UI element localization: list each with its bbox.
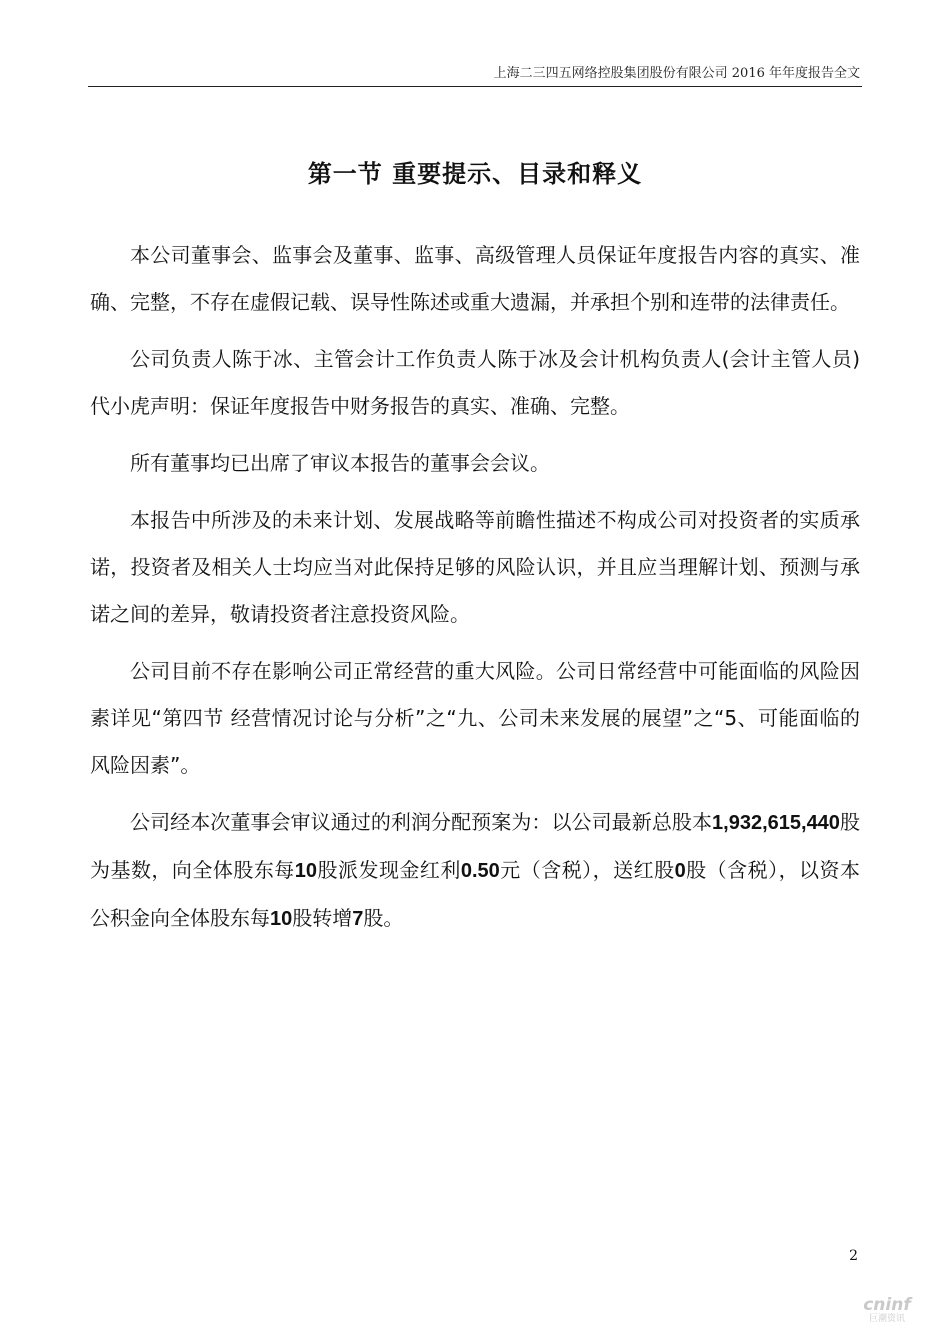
text-segment: 股。: [363, 906, 404, 930]
paragraph-declaration: 公司负责人陈于冰、主管会计工作负责人陈于冰及会计机构负责人(会计主管人员)代小虎声明：保证年度报告中财务报告的真实、准确、完整。: [90, 347, 860, 418]
per-shares-value-2: 10: [270, 908, 293, 930]
body-text: [90, 232, 860, 953]
running-header: 上海二三四五网络控股集团股份有限公司 2016 年年度报告全文: [493, 66, 860, 81]
watermark-logo: cninf: [863, 1295, 911, 1315]
cash-dividend-value: 0.50: [460, 860, 500, 882]
section-title: 第一节 重要提示、目录和释义: [307, 160, 643, 188]
text-segment: 公司经本次董事会审议通过的利润分配预案为：以公司最新总股本: [130, 810, 713, 834]
paragraph-profit-distribution: [90, 799, 860, 943]
bonus-shares-value: 0: [674, 860, 686, 882]
total-shares-value: 1,932,615,440: [712, 812, 840, 834]
cninfo-watermark: [832, 1296, 942, 1338]
text-segment: 股派发现金红利: [317, 858, 461, 882]
text-segment: 股（含税），以资本公积金向全体股东每: [90, 858, 861, 930]
text-segment: 股转增: [292, 906, 353, 930]
paragraph-forward-looking: 本报告中所涉及的未来计划、发展战略等前瞻性描述不构成公司对投资者的实质承诺，投资者及相关人士均应当对此保持足够的风险认识，并且应当理解计划、预测与承诺之间的差异，敬请投资者注意投资风险。: [90, 508, 860, 626]
text-segment: 股为基数，向全体股东每: [90, 810, 861, 882]
paragraph-risk: 公司目前不存在影响公司正常经营的重大风险。公司日常经营中可能面临的风险因素详见“第四节 经营情况讨论与分析”之“九、公司未来发展的展望”之“5、可能面临的风险因素”。: [90, 659, 860, 777]
text-segment: 元（含税），送红股: [499, 858, 675, 882]
paragraph-responsibility: 本公司董事会、监事会及董事、监事、高级管理人员保证年度报告内容的真实、准确、完整，不存在虚假记载、误导性陈述或重大遗漏，并承担个别和连带的法律责任。: [90, 243, 860, 314]
conversion-shares-value: 7: [352, 908, 364, 930]
watermark-subtext: 巨潮资讯: [868, 1314, 905, 1324]
header-divider: [88, 86, 862, 87]
paragraph-attendance: 所有董事均已出席了审议本报告的董事会会议。: [130, 451, 550, 475]
page-number: 2: [849, 1248, 858, 1264]
per-shares-value: 10: [294, 860, 318, 882]
